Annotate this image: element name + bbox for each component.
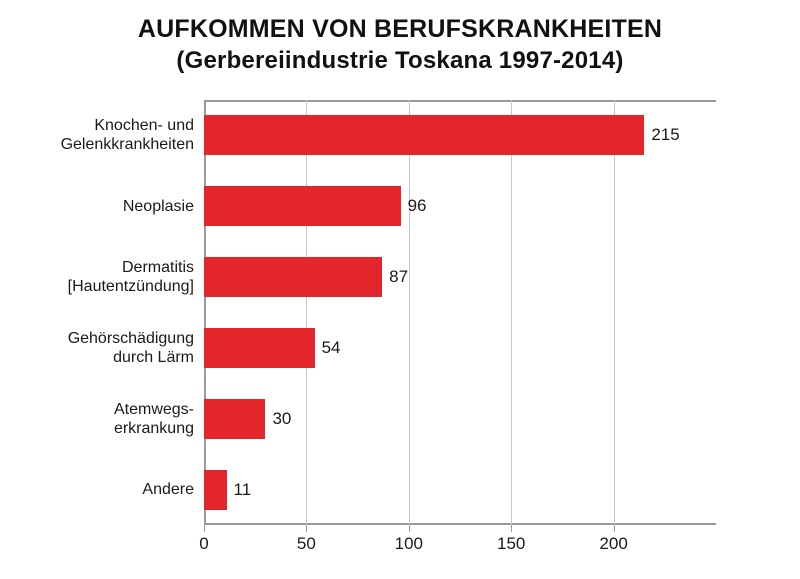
axis-line-left	[204, 100, 206, 525]
category-label-line: Andere	[142, 481, 194, 499]
axis-line-top	[204, 100, 716, 102]
category-label-line: Atemwegs-	[113, 400, 194, 418]
x-tick	[409, 525, 410, 532]
category-label-line: Neoplasie	[122, 197, 194, 215]
x-tick	[511, 525, 512, 532]
bar-value-label: 30	[272, 408, 292, 428]
bar-row[interactable]	[204, 115, 716, 155]
category-label-line: Dermatitis	[121, 259, 194, 277]
x-tick	[306, 525, 307, 532]
category-label-line: erkrankung	[113, 419, 194, 437]
bar-row[interactable]	[204, 328, 716, 368]
bar-value-label: 96	[407, 196, 427, 216]
x-tick-label: 50	[296, 534, 316, 553]
bar-row[interactable]	[204, 257, 716, 297]
chart-title-line-2: (Gerbereiindustrie Toskana 1997-2014)	[176, 47, 624, 74]
x-tick-label: 100	[394, 534, 423, 553]
category-label-line: durch Lärm	[113, 348, 194, 366]
gridline	[306, 100, 307, 525]
category-axis-labels	[0, 100, 204, 525]
bar-row[interactable]	[204, 186, 716, 226]
category-label-line: [Hautentzündung]	[67, 278, 194, 296]
plot-area	[199, 100, 716, 553]
bar-row[interactable]	[204, 470, 716, 510]
bar-value-label: 87	[389, 267, 409, 287]
x-tick-label: 200	[599, 534, 628, 553]
x-tick	[614, 525, 615, 532]
category-label-line: Knochen- und	[94, 117, 194, 135]
x-tick-label: 150	[497, 534, 526, 553]
category-label	[8, 116, 204, 154]
category-label	[8, 329, 204, 367]
bar[interactable]	[204, 257, 382, 297]
bar-row[interactable]	[204, 399, 716, 439]
bar[interactable]	[204, 399, 265, 439]
category-label	[8, 197, 204, 216]
x-tick-label: 0	[199, 534, 209, 553]
gridline	[409, 100, 410, 525]
bar[interactable]	[204, 470, 227, 510]
bar[interactable]	[204, 328, 315, 368]
chart-title-line-1: AUFKOMMEN VON BERUFSKRANKHEITEN	[137, 15, 663, 43]
x-tick	[204, 525, 205, 532]
gridline	[614, 100, 615, 525]
category-label	[8, 400, 204, 438]
chart-title	[0, 14, 800, 76]
bar-value-label: 11	[233, 479, 252, 499]
axis-line-bottom	[204, 523, 716, 525]
category-label-line: Gelenkkrankheiten	[60, 136, 194, 154]
category-label	[8, 480, 204, 499]
bar-value-label: 54	[321, 337, 341, 357]
chart-area	[0, 92, 800, 562]
category-label-line: Gehörschädigung	[67, 329, 194, 347]
gridline	[511, 100, 512, 525]
category-label	[8, 258, 204, 296]
bar[interactable]	[204, 186, 401, 226]
bar-value-label: 215	[651, 125, 680, 145]
bar[interactable]	[204, 115, 644, 155]
